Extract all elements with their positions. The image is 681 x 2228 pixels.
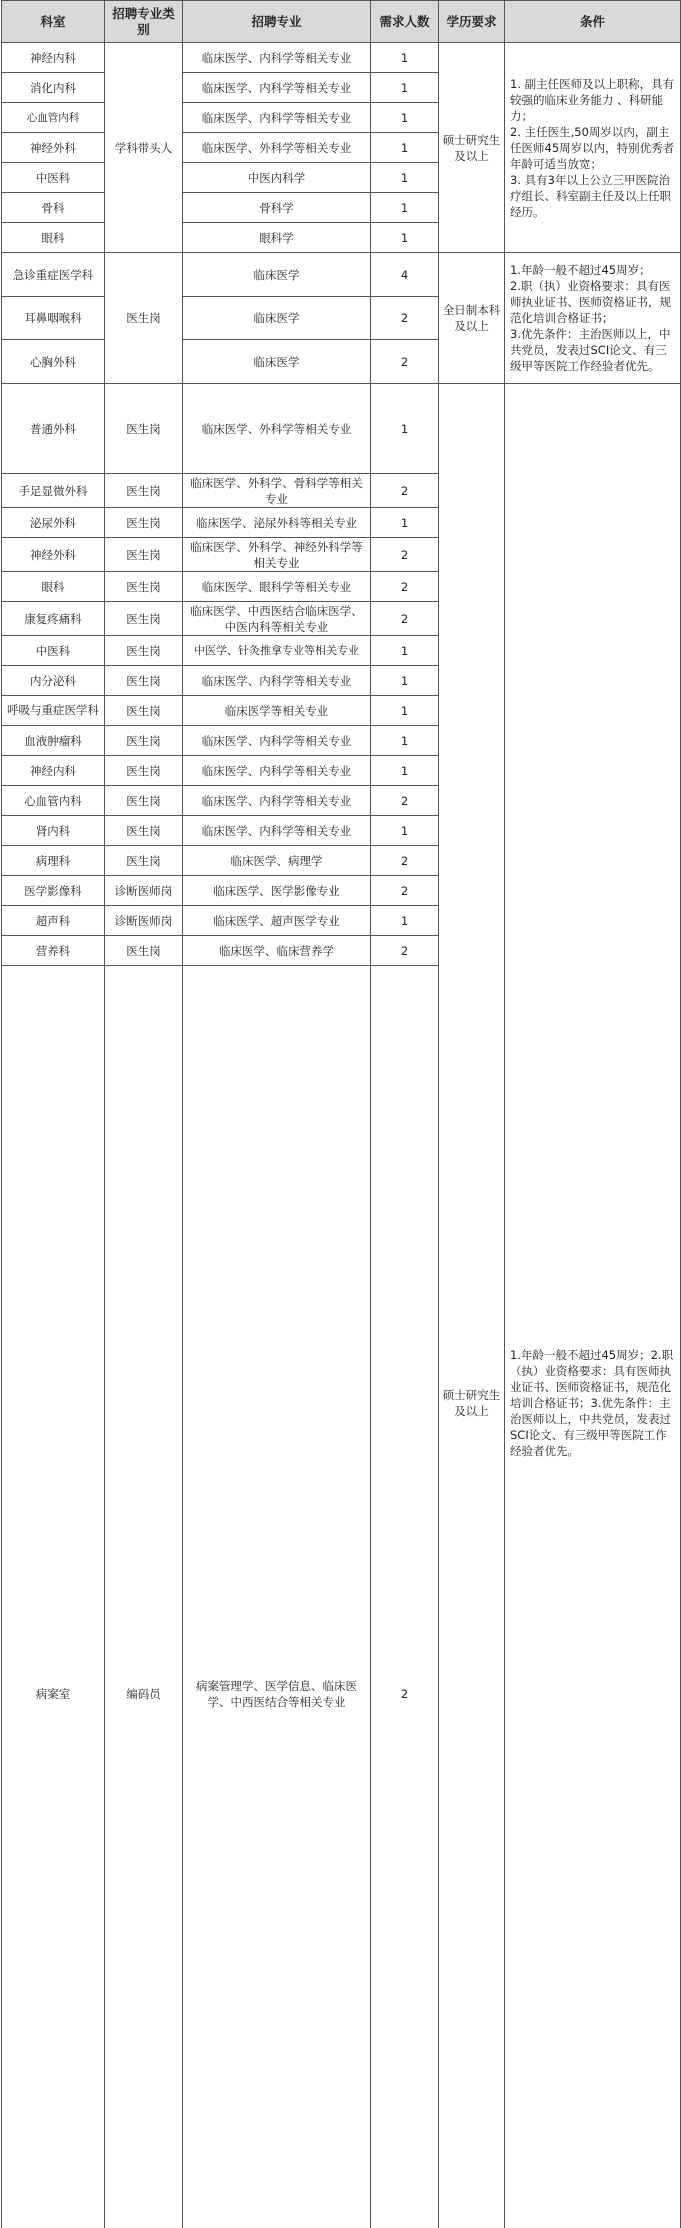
count-cell: 1 bbox=[371, 163, 439, 193]
dept-cell: 血液肿瘤科 bbox=[2, 726, 105, 756]
count-cell: 1 bbox=[371, 384, 439, 474]
major-cell: 临床医学 bbox=[183, 340, 371, 384]
major-cell: 临床医学、内科学等相关专业 bbox=[183, 786, 371, 816]
count-cell: 1 bbox=[371, 508, 439, 538]
count-cell: 2 bbox=[371, 966, 439, 2228]
count-cell: 4 bbox=[371, 253, 439, 297]
dept-cell: 手足显微外科 bbox=[2, 474, 105, 508]
category-cell: 医生岗 bbox=[105, 726, 183, 756]
category-cell: 编码员 bbox=[105, 966, 183, 2228]
major-cell: 眼科学 bbox=[183, 223, 371, 253]
conditions-cell: 1.年龄一般不超过45周岁；2.职（执）业资格要求：具有医师执业证书、医师资格证书，规范化培训合格证书；3.优先条件：主治医师以上，中共党员，发表过SCI论文、有三级甲等医院工作经验者优先。 bbox=[505, 384, 681, 2228]
count-cell: 1 bbox=[371, 756, 439, 786]
dept-cell: 眼科 bbox=[2, 223, 105, 253]
dept-cell: 神经内科 bbox=[2, 756, 105, 786]
count-cell: 2 bbox=[371, 876, 439, 906]
dept-cell: 中医科 bbox=[2, 163, 105, 193]
header-education: 学历要求 bbox=[439, 1, 505, 43]
category-cell: 医生岗 bbox=[105, 602, 183, 636]
recruitment-table bbox=[1, 0, 681, 2228]
dept-cell: 消化内科 bbox=[2, 73, 105, 103]
major-cell: 临床医学、外科学等相关专业 bbox=[183, 384, 371, 474]
major-cell: 临床医学、外科学、神经外科学等相关专业 bbox=[183, 538, 371, 572]
major-cell: 临床医学 bbox=[183, 297, 371, 340]
dept-cell: 肾内科 bbox=[2, 816, 105, 846]
count-cell: 1 bbox=[371, 73, 439, 103]
count-cell: 2 bbox=[371, 846, 439, 876]
count-cell: 1 bbox=[371, 133, 439, 163]
major-cell: 临床医学、内科学等相关专业 bbox=[183, 43, 371, 73]
dept-cell: 心血管内科 bbox=[2, 786, 105, 816]
dept-cell: 神经内科 bbox=[2, 43, 105, 73]
category-cell: 医生岗 bbox=[105, 474, 183, 508]
category-cell: 诊断医师岗 bbox=[105, 906, 183, 936]
count-cell: 2 bbox=[371, 340, 439, 384]
major-cell: 临床医学、内科学等相关专业 bbox=[183, 73, 371, 103]
count-cell: 2 bbox=[371, 474, 439, 508]
conditions-text: 1. 副主任医师及以上职称，具有较强的临床业务能力 、科研能力； 2. 主任医生,50周岁以内，副主任医师45周岁以内，特别优秀者年龄可适当放宽； 3. 具有3年以上公立三甲医院治疗组长、科室副主任及以上任职经历。 bbox=[510, 77, 674, 219]
major-cell: 临床医学、医学影像专业 bbox=[183, 876, 371, 906]
dept-cell: 急诊重症医学科 bbox=[2, 253, 105, 297]
dept-cell: 普通外科 bbox=[2, 384, 105, 474]
header-category: 招聘专业类别 bbox=[105, 1, 183, 43]
category-cell: 医生岗 bbox=[105, 508, 183, 538]
table-row bbox=[2, 384, 681, 474]
count-cell: 2 bbox=[371, 297, 439, 340]
dept-cell: 病案室 bbox=[2, 966, 105, 2228]
major-cell: 临床医学、眼科学等相关专业 bbox=[183, 572, 371, 602]
count-cell: 1 bbox=[371, 696, 439, 726]
count-cell: 1 bbox=[371, 103, 439, 133]
major-cell: 临床医学、内科学等相关专业 bbox=[183, 726, 371, 756]
major-cell: 临床医学、内科学等相关专业 bbox=[183, 816, 371, 846]
count-cell: 1 bbox=[371, 636, 439, 666]
category-cell: 医生岗 bbox=[105, 846, 183, 876]
education-cell: 硕士研究生及以上 bbox=[439, 43, 505, 253]
category-cell: 诊断医师岗 bbox=[105, 876, 183, 906]
education-cell: 全日制本科及以上 bbox=[439, 253, 505, 384]
category-cell: 医生岗 bbox=[105, 756, 183, 786]
major-cell: 临床医学、临床营养学 bbox=[183, 936, 371, 966]
dept-cell: 神经外科 bbox=[2, 538, 105, 572]
dept-cell: 中医科 bbox=[2, 636, 105, 666]
count-cell: 1 bbox=[371, 816, 439, 846]
dept-cell: 病理科 bbox=[2, 846, 105, 876]
header-major: 招聘专业 bbox=[183, 1, 371, 43]
category-cell: 医生岗 bbox=[105, 666, 183, 696]
major-cell: 中医学、针灸推拿专业等相关专业 bbox=[183, 636, 371, 666]
count-cell: 2 bbox=[371, 602, 439, 636]
count-cell: 2 bbox=[371, 936, 439, 966]
header-row bbox=[2, 1, 681, 43]
count-cell: 2 bbox=[371, 572, 439, 602]
dept-cell: 康复疼痛科 bbox=[2, 602, 105, 636]
category-cell: 医生岗 bbox=[105, 572, 183, 602]
category-cell: 医生岗 bbox=[105, 816, 183, 846]
header-count: 需求人数 bbox=[371, 1, 439, 43]
category-cell: 医生岗 bbox=[105, 936, 183, 966]
major-cell: 临床医学、泌尿外科等相关专业 bbox=[183, 508, 371, 538]
dept-cell: 医学影像科 bbox=[2, 876, 105, 906]
major-cell: 临床医学 bbox=[183, 253, 371, 297]
header-dept: 科室 bbox=[2, 1, 105, 43]
category-cell: 医生岗 bbox=[105, 384, 183, 474]
category-cell: 医生岗 bbox=[105, 696, 183, 726]
table-row bbox=[2, 253, 681, 297]
major-cell: 临床医学、外科学等相关专业 bbox=[183, 133, 371, 163]
count-cell: 1 bbox=[371, 906, 439, 936]
count-cell: 1 bbox=[371, 223, 439, 253]
major-cell: 临床医学、内科学等相关专业 bbox=[183, 103, 371, 133]
major-cell: 临床医学、中西医结合临床医学、中医内科等相关专业 bbox=[183, 602, 371, 636]
header-conditions: 条件 bbox=[505, 1, 681, 43]
major-cell: 中医内科学 bbox=[183, 163, 371, 193]
dept-cell: 心胸外科 bbox=[2, 340, 105, 384]
major-cell: 临床医学等相关专业 bbox=[183, 696, 371, 726]
conditions-text: 1.年龄一般不超过45周岁； 2.职（执）业资格要求：具有医师执业证书、医师资格证书，规范化培训合格证书； 3.优先条件：主治医师以上，中共党员，发表过SCI论文、有三级甲等医院工作经验者优先。 bbox=[510, 263, 671, 373]
dept-cell: 心血管内科 bbox=[2, 103, 105, 133]
dept-cell: 呼吸与重症医学科 bbox=[2, 696, 105, 726]
category-cell: 医生岗 bbox=[105, 636, 183, 666]
category-cell: 学科带头人 bbox=[105, 43, 183, 253]
category-cell: 医生岗 bbox=[105, 253, 183, 384]
major-cell: 临床医学、外科学、骨科学等相关专业 bbox=[183, 474, 371, 508]
dept-cell: 神经外科 bbox=[2, 133, 105, 163]
conditions-cell bbox=[505, 43, 681, 253]
category-cell: 医生岗 bbox=[105, 538, 183, 572]
education-cell: 硕士研究生及以上 bbox=[439, 384, 505, 2228]
dept-cell: 骨科 bbox=[2, 193, 105, 223]
major-cell: 临床医学、病理学 bbox=[183, 846, 371, 876]
count-cell: 1 bbox=[371, 666, 439, 696]
dept-cell: 内分泌科 bbox=[2, 666, 105, 696]
dept-cell: 泌尿外科 bbox=[2, 508, 105, 538]
major-cell: 临床医学、超声医学专业 bbox=[183, 906, 371, 936]
category-cell: 医生岗 bbox=[105, 786, 183, 816]
major-cell: 临床医学、内科学等相关专业 bbox=[183, 666, 371, 696]
count-cell: 2 bbox=[371, 538, 439, 572]
dept-cell: 营养科 bbox=[2, 936, 105, 966]
count-cell: 1 bbox=[371, 726, 439, 756]
table-row bbox=[2, 43, 681, 73]
major-cell: 病案管理学、医学信息、临床医学、中西医结合等相关专业 bbox=[183, 966, 371, 2228]
conditions-cell bbox=[505, 253, 681, 384]
count-cell: 2 bbox=[371, 786, 439, 816]
dept-cell: 超声科 bbox=[2, 906, 105, 936]
dept-cell: 眼科 bbox=[2, 572, 105, 602]
count-cell: 1 bbox=[371, 193, 439, 223]
major-cell: 临床医学、内科学等相关专业 bbox=[183, 756, 371, 786]
count-cell: 1 bbox=[371, 43, 439, 73]
major-cell: 骨科学 bbox=[183, 193, 371, 223]
dept-cell: 耳鼻咽喉科 bbox=[2, 297, 105, 340]
